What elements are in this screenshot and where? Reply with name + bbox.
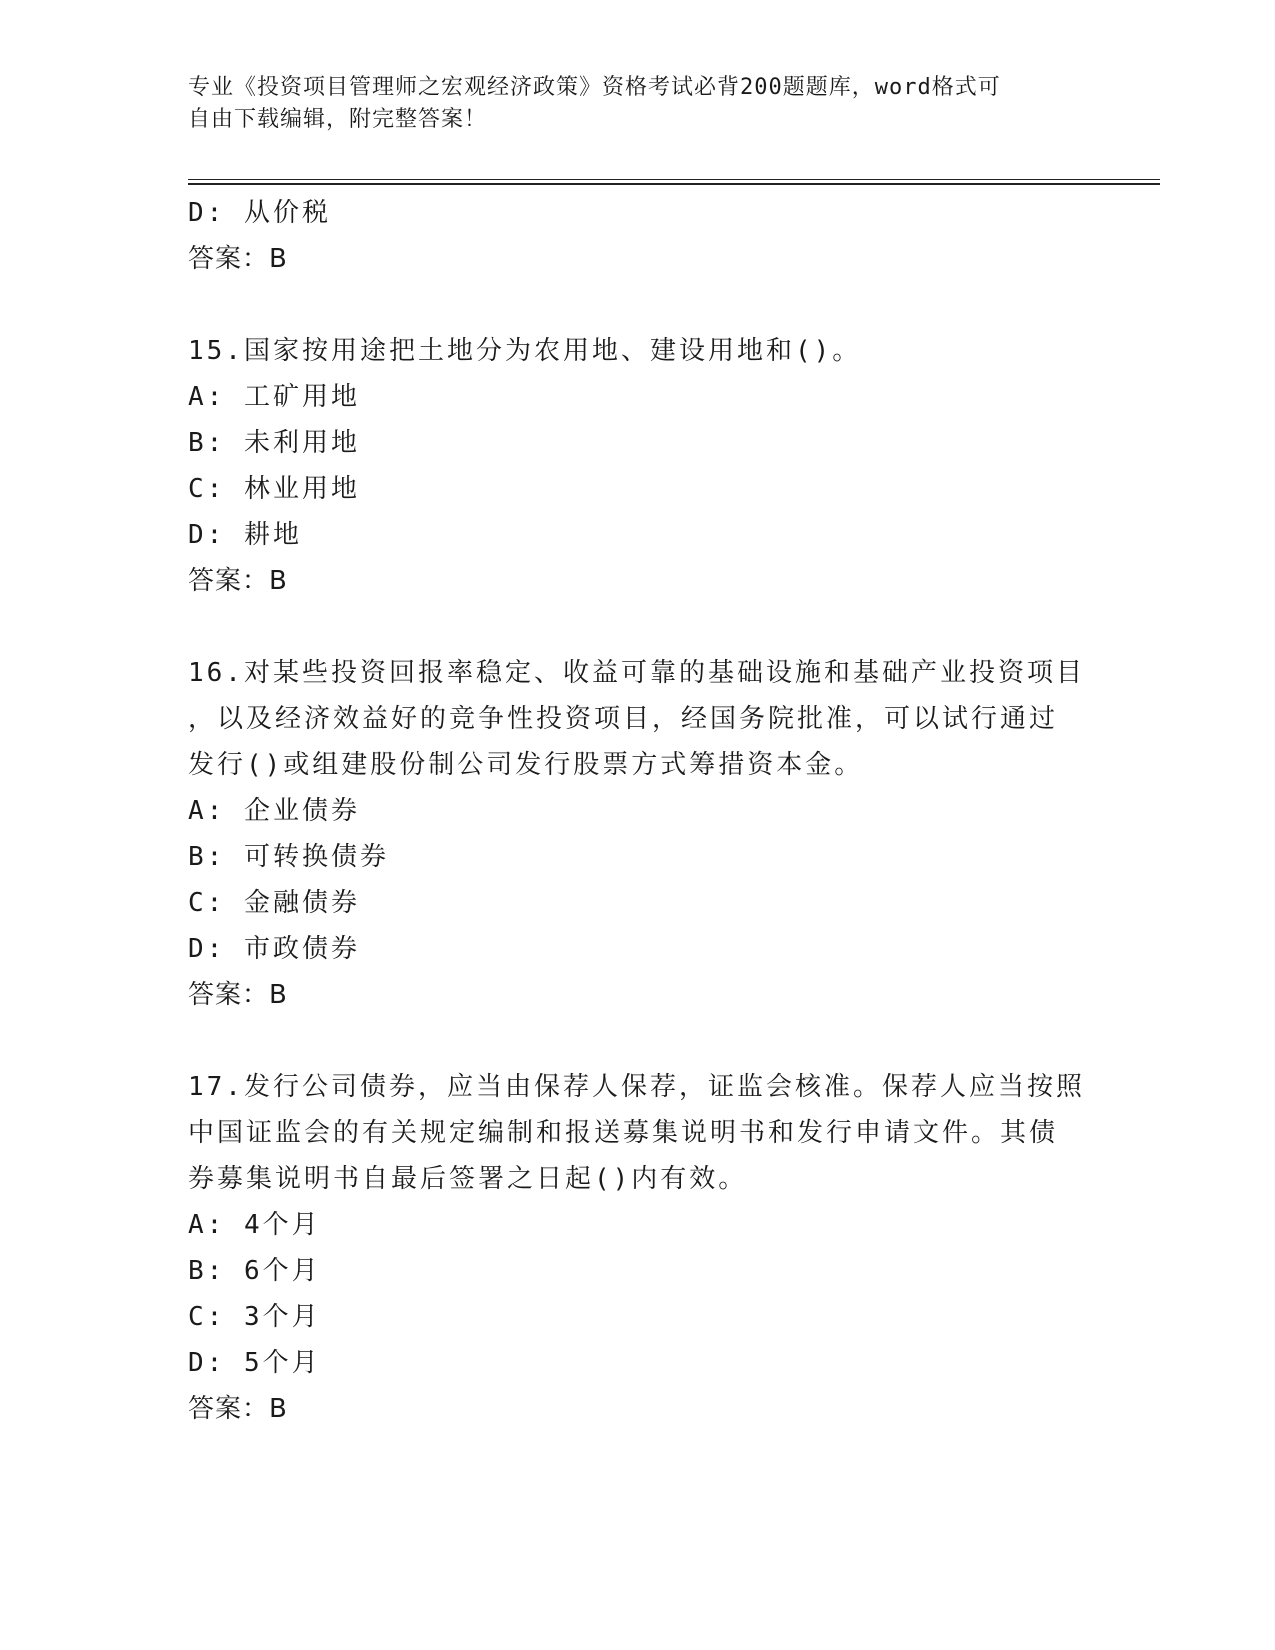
question-stem: 15.国家按用途把土地分为农用地、建设用地和()。	[188, 336, 862, 366]
option-c: C: 3个月	[188, 1302, 321, 1332]
option-d: D: 5个月	[188, 1348, 321, 1378]
answer: 答案：B	[188, 1394, 288, 1424]
option-a: A: 工矿用地	[188, 382, 360, 412]
answer: 答案：B	[188, 566, 288, 596]
option-d: D: 耕地	[188, 520, 302, 550]
question-stem: 16.对某些投资回报率稳定、收益可靠的基础设施和基础产业投资项目 ，以及经济效益好的竞争性投资项目，经国务院批准，可以试行通过 发行()或组建股份制公司发行股票方式筹措资本金。	[188, 658, 1085, 780]
question-stem: 17.发行公司债券，应当由保荐人保荐，证监会核准。保荐人应当按照 中国证监会的有关规定编制和报送募集说明书和发行申请文件。其债 券募集说明书自最后签署之日起()内有效。	[188, 1072, 1085, 1194]
spacer	[188, 1018, 1088, 1064]
option-b: B: 可转换债券	[188, 842, 389, 872]
option-d: D: 市政债券	[188, 934, 360, 964]
question-list	[188, 190, 1088, 1432]
header-line-2: 自由下载编辑，附完整答案！	[188, 107, 488, 132]
option-b: B: 未利用地	[188, 428, 360, 458]
option-a: A: 企业债券	[188, 796, 360, 826]
question-16	[188, 650, 1088, 1018]
option-a: A: 4个月	[188, 1210, 321, 1240]
document-header	[188, 72, 1088, 136]
question-15	[188, 328, 1088, 604]
header-line-1: 专业《投资项目管理师之宏观经济政策》资格考试必背200题题库，word格式可	[188, 75, 1001, 100]
answer: 答案：B	[188, 980, 288, 1010]
option-c: C: 林业用地	[188, 474, 360, 504]
question-17	[188, 1064, 1088, 1432]
prev-answer: 答案：B	[188, 244, 288, 274]
header-divider-thin	[188, 179, 1160, 180]
spacer	[188, 604, 1088, 650]
option-c: C: 金融债券	[188, 888, 360, 918]
option-b: B: 6个月	[188, 1256, 321, 1286]
spacer	[188, 282, 1088, 328]
header-divider-thick	[188, 183, 1160, 185]
prev-option-d: D: 从价税	[188, 198, 331, 228]
